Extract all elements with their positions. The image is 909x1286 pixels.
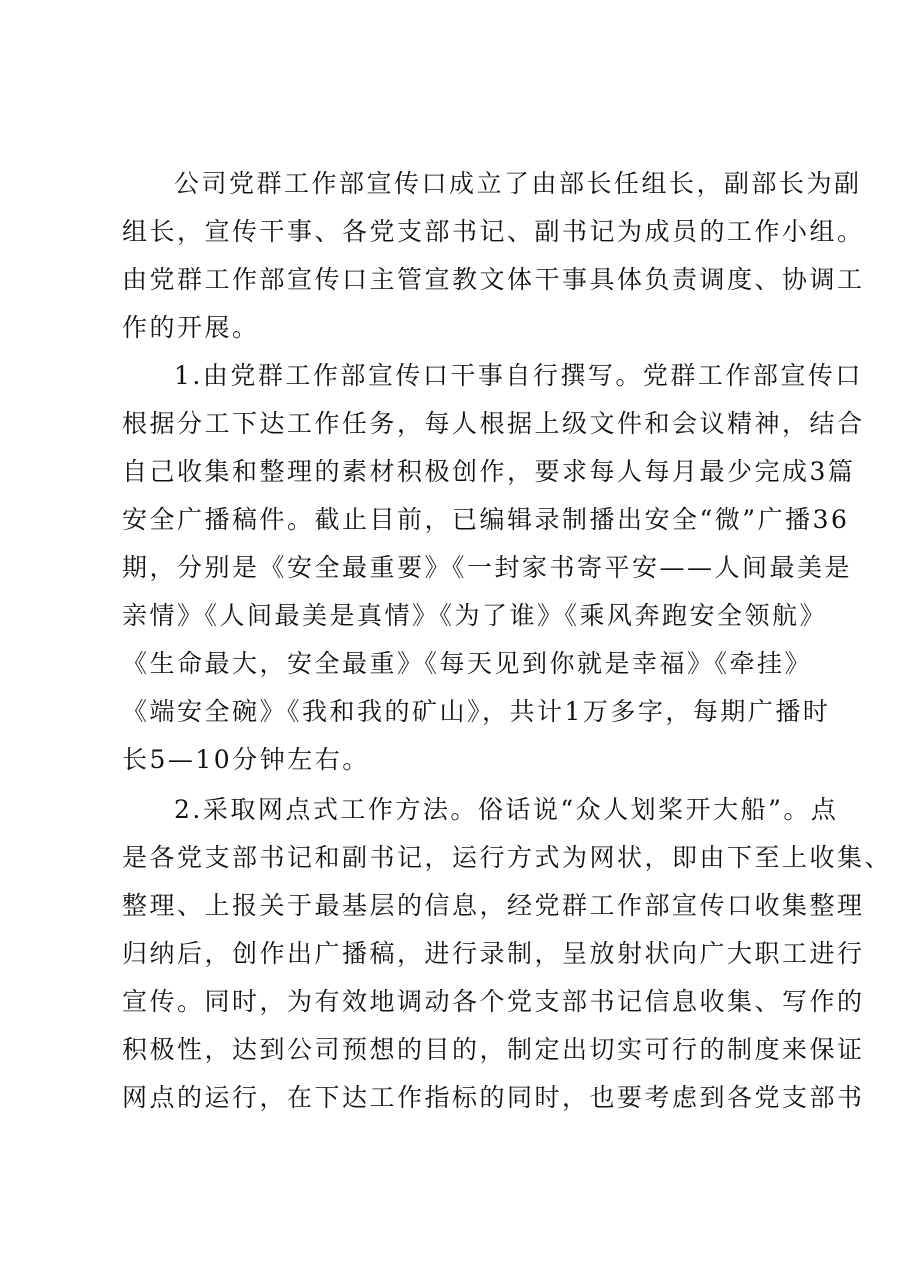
text-line: 网点的运行，在下达工作指标的同时，也要考虑到各党支部书: [122, 1083, 865, 1112]
text-line: 是各党支部书记和副书记，运行方式为网状，即由下至上收集、: [122, 843, 893, 872]
text-line: 2.采取网点式工作方法。俗话说“众人划桨开大船”。点: [174, 795, 839, 824]
text-line: 根据分工下达工作任务，每人根据上级文件和会议精神，结合: [122, 409, 865, 438]
text-line: 积极性，达到公司预想的目的，制定出切实可行的制度来保证: [122, 1035, 865, 1064]
text-line: 由党群工作部宣传口主管宣教文体干事具体负责调度、协调工: [122, 265, 865, 294]
text-line: 长5—10分钟左右。: [122, 745, 370, 774]
text-line: 亲情》《人间最美是真情》《为了谁》《乘风奔跑安全领航》: [122, 601, 828, 630]
text-line: 整理、上报关于最基层的信息，经党群工作部宣传口收集整理: [122, 891, 865, 920]
text-line: 作的开展。: [122, 313, 260, 342]
text-line: 《生命最大，安全最重》《每天见到你就是幸福》《牵挂》: [122, 649, 813, 678]
text-line: 组长，宣传干事、各党支部书记、副书记为成员的工作小组。: [122, 217, 865, 246]
text-line: 归纳后，创作出广播稿，进行录制，呈放射状向广大职工进行: [122, 939, 865, 968]
text-line: 1.由党群工作部宣传口干事自行撰写。党群工作部宣传口: [174, 361, 863, 390]
text-line: 安全广播稿件。截止目前，已编辑录制播出安全“微”广播36: [122, 505, 850, 534]
text-line: 期，分别是《安全最重要》《一封家书寄平安——人间最美是: [122, 553, 853, 582]
text-line: 宣传。同时，为有效地调动各个党支部书记信息收集、写作的: [122, 987, 865, 1016]
text-line: 《端安全碗》《我和我的矿山》，共计1万多字，每期广播时: [122, 697, 831, 726]
text-line: 自己收集和整理的素材积极创作，要求每人每月最少完成3篇: [122, 457, 856, 486]
text-line: 公司党群工作部宣传口成立了由部长任组长，副部长为副: [174, 169, 862, 198]
